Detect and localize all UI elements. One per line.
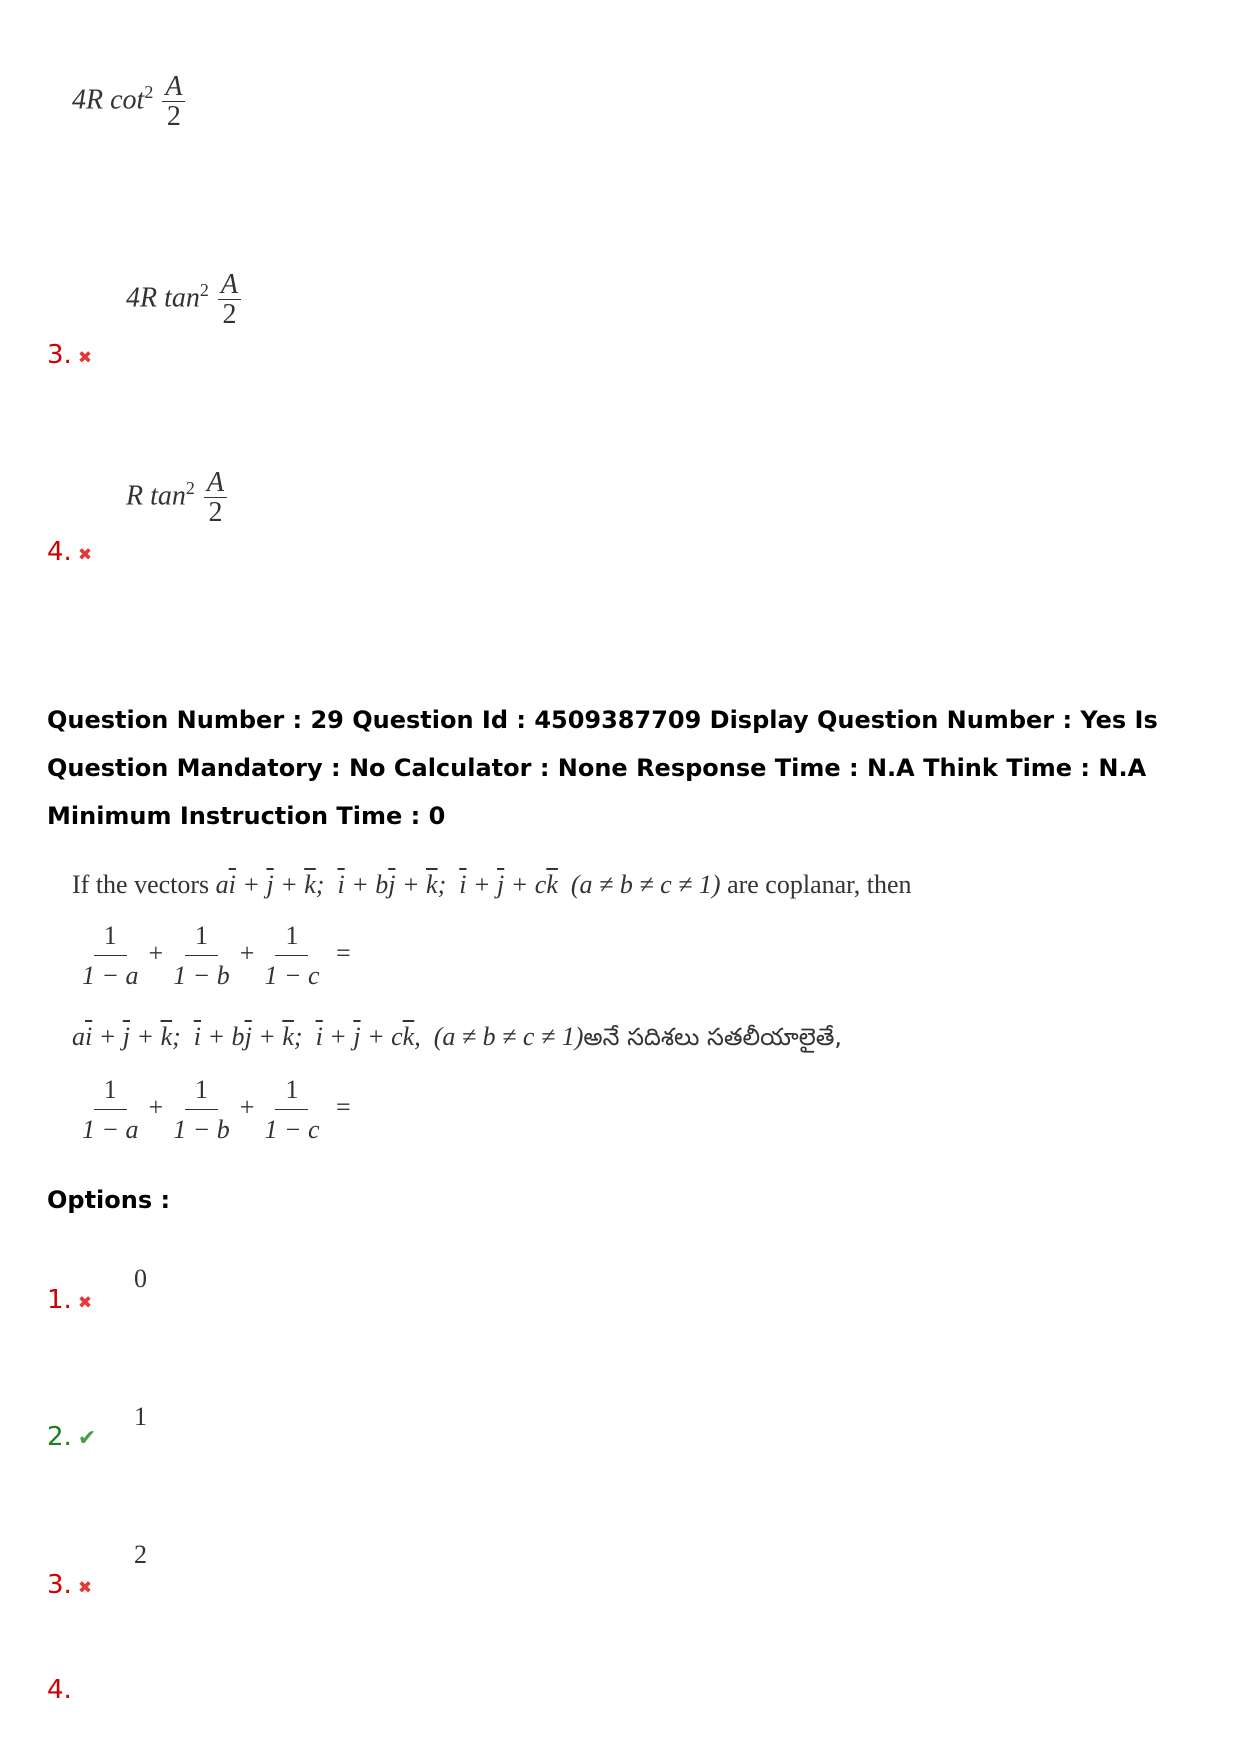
vector-3: $\overline{i} + \overline{j} + c\overline{k}$ <box>459 870 558 899</box>
frac-num: A <box>218 270 241 300</box>
option-number: 2. <box>47 1422 72 1452</box>
expr-fn: cot <box>110 84 145 116</box>
question-sum-telugu: $\frac{1}{1 - a}$ + $\frac{1}{1 - b}$ + $\frac{1}{1 - c}$ = <box>72 1074 351 1145</box>
frac-num: A <box>162 72 185 102</box>
expr-exp: 2 <box>199 279 209 300</box>
fraction: $\frac{1}{1 - b}$ <box>173 921 230 991</box>
prev-option-3-label <box>47 340 92 370</box>
vector-1: $a\overline{i} + \overline{j} + \overline{k}$; <box>215 870 325 899</box>
question-prefix: If the vectors <box>72 870 210 899</box>
vector-3: $\overline{i} + \overline{j} + c\overline{k}$, <box>315 1022 421 1051</box>
fraction: $\frac{1}{1 - c}$ <box>264 1075 320 1145</box>
frac-den: 2 <box>222 299 237 331</box>
option-2-label <box>47 1422 96 1452</box>
frac-num: A <box>204 468 227 498</box>
question-suffix-telugu: అనే సదిశలు సతలీయాలైతే, <box>583 1023 843 1051</box>
fraction: $\frac{1}{1 - a}$ <box>82 921 139 991</box>
cross-icon: ✖ <box>77 348 93 368</box>
option-2-value: 1 <box>134 1402 147 1431</box>
frac-den: 2 <box>208 497 223 529</box>
question-line-telugu <box>72 1022 842 1057</box>
expr-coef: 4R <box>72 84 104 116</box>
question-meta: Question Number : 29 Question Id : 4509387709 Display Question Number : Yes Is Question Mandatory : No Calculator : None Response Time : N.A Think Time : N.A Minimum Instruction Time : 0 <box>47 706 1158 830</box>
fraction: $\frac{1}{1 - b}$ <box>173 1075 230 1145</box>
condition: (a ≠ b ≠ c ≠ 1) <box>433 1022 584 1051</box>
options-label: Options : <box>47 1186 171 1214</box>
option-number: 3. <box>47 340 72 370</box>
expr-exp: 2 <box>185 477 195 498</box>
question-suffix: are coplanar, then <box>727 870 912 899</box>
option-number: 1. <box>47 1285 72 1315</box>
frac-den: 2 <box>166 101 181 133</box>
condition: (a ≠ b ≠ c ≠ 1) <box>570 870 721 899</box>
prev-option-3-expression <box>126 270 243 330</box>
option-number: 4. <box>47 537 72 567</box>
option-1-label <box>47 1285 92 1315</box>
cross-icon: ✖ <box>77 1578 93 1598</box>
expr-exp: 2 <box>144 81 154 102</box>
vector-2: $\overline{i} + b\overline{j} + \overline{k}$; <box>193 1022 303 1051</box>
expr-fn: tan <box>150 480 186 512</box>
expr-coef: R <box>126 480 144 512</box>
option-3-label <box>47 1570 92 1600</box>
cross-icon: ✖ <box>77 545 93 565</box>
question-sum-english: $\frac{1}{1 - a}$ + $\frac{1}{1 - b}$ + $\frac{1}{1 - c}$ = <box>72 920 351 991</box>
option-1-value: 0 <box>134 1264 147 1293</box>
question-line-english <box>72 870 912 900</box>
option-number: 4. <box>47 1675 72 1705</box>
fraction: $\frac{1}{1 - a}$ <box>82 1075 139 1145</box>
prev-option-4-label <box>47 537 92 567</box>
expr-frac <box>218 270 241 330</box>
prev-option-4-expression <box>126 468 229 528</box>
expr-coef: 4R <box>126 282 158 314</box>
prev-option-2-expression <box>72 72 187 132</box>
option-3-value: 2 <box>134 1540 147 1569</box>
vector-2: $\overline{i} + b\overline{j} + \overline{k}$; <box>337 870 447 899</box>
expr-frac <box>204 468 227 528</box>
option-4-label <box>47 1675 72 1705</box>
option-number: 3. <box>47 1570 72 1600</box>
fraction: $\frac{1}{1 - c}$ <box>264 921 320 991</box>
expr-fn: tan <box>164 282 200 314</box>
cross-icon: ✖ <box>77 1293 93 1313</box>
expr-frac <box>162 72 185 132</box>
check-icon: ✔ <box>77 1426 97 1451</box>
vector-1: $a\overline{i} + \overline{j} + \overline{k}$; <box>72 1022 181 1051</box>
